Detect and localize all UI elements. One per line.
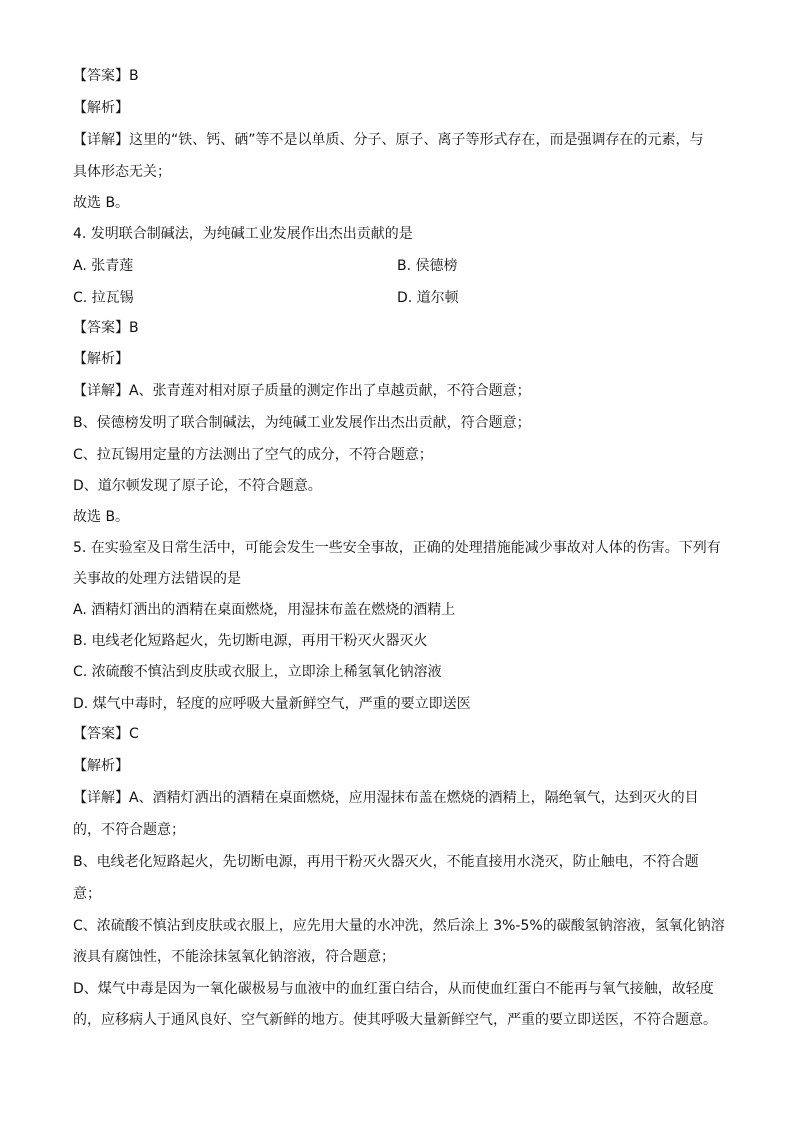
answer-label: 【答案】B: [73, 68, 139, 84]
detail-line: D、煤气中毒是因为一氧化碳极易与血液中的血红蛋白结合，从而使血红蛋白不能再与氧气接触，故轻度: [73, 981, 714, 997]
option-c: C. 拉瓦锡: [73, 290, 134, 306]
question-stem: 4. 发明联合制碱法，为纯碱工业发展作出杰出贡献的是: [73, 226, 413, 242]
option-c: C. 浓硫酸不慎沾到皮肤或衣服上，立即涂上稀氢氧化钠溶液: [73, 664, 442, 680]
detail-line: B、侯德榜发明了联合制碱法，为纯碱工业发展作出杰出贡献，符合题意；: [73, 415, 531, 431]
detail-line: 的，不符合题意；: [73, 822, 185, 838]
detail-line: C、拉瓦锡用定量的方法测出了空气的成分，不符合题意；: [73, 447, 433, 463]
option-d: D. 煤气中毒时，轻度的应呼吸大量新鲜空气，严重的要立即送医: [73, 696, 471, 712]
detail-line: D、道尔顿发现了原子论，不符合题意。: [73, 478, 322, 494]
option-b: B. 侯德榜: [397, 258, 458, 274]
analysis-label: 【解析】: [73, 100, 129, 116]
detail-line: B、电线老化短路起火，先切断电源，再用干粉灭火器灭火，不能直接用水浇灭，防止触电，不符合题: [73, 854, 699, 870]
detail-line: 【详解】A、酒精灯洒出的酒精在桌面燃烧，应用湿抹布盖在燃烧的酒精上，隔绝氧气，达到灭火的目: [73, 790, 699, 806]
question-stem: 5. 在实验室及日常生活中，可能会发生一些安全事故，正确的处理措施能减少事故对人体的伤害。下列有: [73, 540, 721, 556]
detail-line: 的，应移病人于通风良好、空气新鲜的地方。使其呼吸大量新鲜空气，严重的要立即送医，不符合题意。: [73, 1012, 717, 1028]
analysis-label: 【解析】: [73, 758, 129, 774]
question-stem: 关事故的处理方法错误的是: [73, 571, 241, 587]
detail-line: C、浓硫酸不慎沾到皮肤或衣服上，应先用大量的水冲洗，然后涂上 3%-5%的碳酸氢钠溶液，氢氧化钠溶: [73, 918, 725, 934]
option-a: A. 张青莲: [73, 258, 134, 274]
option-b: B. 电线老化短路起火，先切断电源，再用干粉灭火器灭火: [73, 633, 428, 649]
option-a: A. 酒精灯洒出的酒精在桌面燃烧，用湿抹布盖在燃烧的酒精上: [73, 602, 456, 618]
analysis-label: 【解析】: [73, 351, 129, 367]
detail-line: 液具有腐蚀性，不能涂抹氢氧化钠溶液，符合题意；: [73, 949, 395, 965]
choice-statement: 故选 B。: [73, 195, 130, 211]
detail-line: 具体形态无关；: [73, 164, 171, 180]
detail-line: 意；: [73, 886, 101, 902]
detail-line: 【详解】这里的“铁、钙、硒”等不是以单质、分子、原子、离子等形式存在，而是强调存在的元素，与: [73, 132, 704, 148]
answer-label: 【答案】B: [73, 320, 139, 336]
choice-statement: 故选 B。: [73, 509, 130, 525]
answer-label: 【答案】C: [73, 726, 139, 742]
detail-line: 【详解】A、张青莲对相对原子质量的测定作出了卓越贡献，不符合题意；: [73, 383, 531, 399]
option-d: D. 道尔顿: [397, 290, 459, 306]
